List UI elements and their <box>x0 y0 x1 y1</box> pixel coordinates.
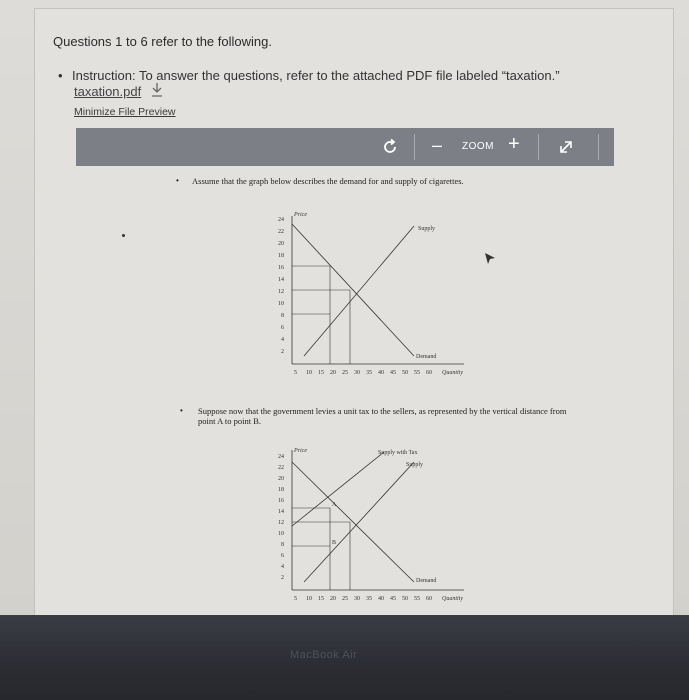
laptop-bezel <box>0 615 689 700</box>
zoom-out-button[interactable]: – <box>432 135 443 155</box>
x-tick: 15 <box>318 370 324 376</box>
y-tick: 6 <box>281 553 284 559</box>
x-tick: 30 <box>354 596 360 602</box>
y-tick: 20 <box>278 241 284 247</box>
y-tick: 14 <box>278 509 284 515</box>
zoom-in-button[interactable]: + <box>508 133 520 155</box>
y-tick: 2 <box>281 575 284 581</box>
file-link[interactable]: taxation.pdf <box>74 84 142 99</box>
x-tick: 20 <box>330 370 336 376</box>
x-tick: 35 <box>366 370 372 376</box>
point-a-label: A <box>332 502 337 508</box>
y-tick: 14 <box>278 277 284 283</box>
price-guide <box>292 266 330 364</box>
instruction <box>58 66 618 85</box>
supply-with-tax-label: Supply with Tax <box>378 450 418 456</box>
zoom-label: ZOOM <box>462 141 494 152</box>
y-tick: 20 <box>278 476 284 482</box>
y-tick: 12 <box>278 520 284 526</box>
x-tick: 35 <box>366 596 372 602</box>
demand-label: Demand <box>416 578 437 584</box>
y-tick: 24 <box>278 217 284 223</box>
x-tick: 5 <box>294 370 297 376</box>
x-tick: 55 <box>414 370 420 376</box>
x-tick: 25 <box>342 596 348 602</box>
supply-label: Supply <box>406 462 424 468</box>
y-tick: 4 <box>281 564 284 570</box>
y-tick: 16 <box>278 498 284 504</box>
x-tick: 50 <box>402 596 408 602</box>
point-b-label: B <box>332 540 337 546</box>
doc-bullet-icon: • <box>176 176 179 185</box>
tax-price-guide <box>292 508 330 590</box>
equilibrium-guide <box>292 522 350 590</box>
y-tick: 22 <box>278 465 284 471</box>
x-tick: 45 <box>390 596 396 602</box>
x-tick: 45 <box>390 370 396 376</box>
x-tick: 15 <box>318 596 324 602</box>
y-axis-label: Price <box>294 448 307 454</box>
x-axis-label: Quantity <box>442 596 463 602</box>
x-tick: 5 <box>294 596 297 602</box>
y-tick: 8 <box>281 542 284 548</box>
y-tick: 10 <box>278 301 284 307</box>
supply-demand-graph <box>274 208 474 388</box>
page-dot <box>122 234 125 237</box>
toolbar-separator <box>538 134 539 160</box>
supply-curve <box>304 226 414 356</box>
x-tick: 10 <box>306 370 312 376</box>
y-tick: 10 <box>278 531 284 537</box>
x-tick: 40 <box>378 596 384 602</box>
toolbar-separator <box>414 134 415 160</box>
x-tick: 55 <box>414 596 420 602</box>
y-tick: 22 <box>278 229 284 235</box>
doc-bullet-icon: • <box>180 406 183 415</box>
y-tick: 12 <box>278 289 284 295</box>
toolbar-separator <box>598 134 599 160</box>
y-tick: 18 <box>278 487 284 493</box>
expand-icon[interactable] <box>556 137 576 157</box>
equilibrium-guide <box>292 290 350 364</box>
x-tick: 40 <box>378 370 384 376</box>
demand-label: Demand <box>416 354 437 360</box>
instruction-text: Instruction: To answer the questions, refer to the attached PDF file labeled “taxation.” <box>72 68 560 83</box>
x-tick: 60 <box>426 370 432 376</box>
y-tick: 16 <box>278 265 284 271</box>
y-tick: 24 <box>278 454 284 460</box>
x-tick: 30 <box>354 370 360 376</box>
supply-with-tax-curve <box>292 452 384 526</box>
y-tick: 4 <box>281 337 284 343</box>
x-tick: 60 <box>426 596 432 602</box>
doc-paragraph-2: Suppose now that the government levies a unit tax to the sellers, as represented by the vertical distance from point A to point B. <box>198 406 567 426</box>
y-tick: 2 <box>281 349 284 355</box>
y-tick: 8 <box>281 313 284 319</box>
supply-demand-tax-graph <box>274 442 474 614</box>
x-tick: 10 <box>306 596 312 602</box>
x-axis-label: Quantity <box>442 370 463 376</box>
question-header: Questions 1 to 6 refer to the following. <box>53 34 272 49</box>
bullet-icon: • <box>58 68 63 83</box>
y-tick: 6 <box>281 325 284 331</box>
pdf-document <box>170 170 590 615</box>
supply-label: Supply <box>418 226 436 232</box>
reset-icon[interactable] <box>380 137 400 157</box>
x-tick: 50 <box>402 370 408 376</box>
doc-paragraph-1: Assume that the graph below describes the demand for and supply of cigarettes. <box>192 176 464 186</box>
minimize-file-preview-link[interactable]: Minimize File Preview <box>74 106 176 118</box>
pdf-toolbar <box>76 128 614 166</box>
x-tick: 20 <box>330 596 336 602</box>
y-tick: 18 <box>278 253 284 259</box>
bezel-brand-text: MacBook Air <box>290 649 358 661</box>
x-tick: 25 <box>342 370 348 376</box>
y-axis-label: Price <box>294 212 307 218</box>
download-icon[interactable] <box>150 82 164 98</box>
